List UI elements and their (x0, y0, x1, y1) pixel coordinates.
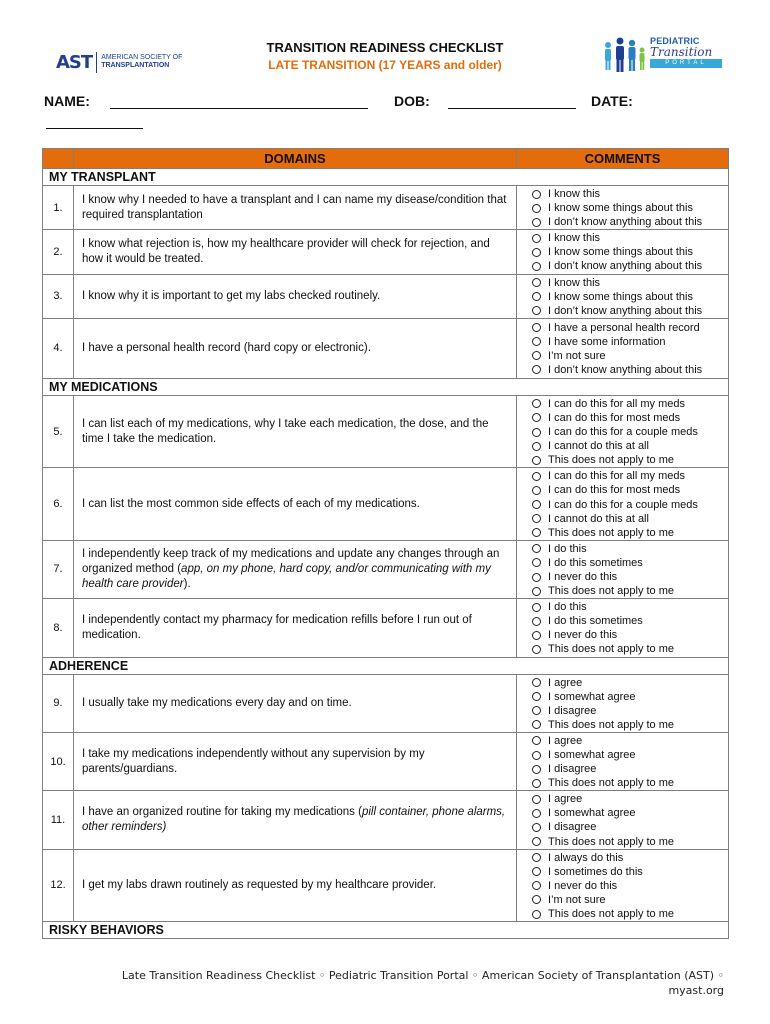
option-choice[interactable] (532, 512, 728, 526)
option-label: I never do this (548, 879, 618, 892)
checklist-item-row (43, 674, 729, 732)
pediatric-portal-logo (600, 36, 724, 76)
option-label: I sometimes do this (548, 865, 643, 878)
item-number: 4. (43, 318, 74, 378)
statement-part: app, on my phone, hard copy, and/or communicating with my health care provider (81, 562, 491, 590)
item-number: 12. (43, 849, 74, 921)
option-choice[interactable] (532, 411, 728, 425)
option-choice[interactable] (532, 734, 728, 748)
checklist-table (42, 148, 729, 939)
portal-logo-text: PEDIATRIC Transition PORTAL (650, 36, 722, 68)
option-label: I agree (548, 676, 583, 689)
item-statement: I know why I needed to have a transplant and I can name my disease/condition that required transplantation (73, 186, 516, 230)
radio-circle-icon[interactable] (532, 472, 541, 481)
item-statement: I can list each of my medications, why I take each medication, the dose, and the time I take the medication. (73, 395, 516, 467)
ast-logo (56, 52, 186, 72)
option-choice[interactable] (532, 628, 728, 642)
item-number: 7. (43, 540, 74, 598)
radio-circle-icon[interactable] (532, 631, 541, 640)
option-choice[interactable] (532, 439, 728, 453)
radio-circle-icon[interactable] (532, 528, 541, 537)
item-options (517, 318, 729, 378)
option-label: I do this sometimes (548, 615, 643, 628)
option-label: I know some things about this (548, 246, 693, 259)
radio-circle-icon[interactable] (532, 486, 541, 495)
table-header-row (43, 149, 729, 169)
radio-circle-icon[interactable] (532, 910, 541, 919)
radio-circle-icon[interactable] (532, 351, 541, 360)
radio-circle-icon[interactable] (532, 292, 541, 301)
option-label: I know this (548, 232, 601, 245)
radio-circle-icon[interactable] (532, 428, 541, 437)
item-options (517, 186, 729, 230)
radio-circle-icon[interactable] (532, 558, 541, 567)
option-label: I do this sometimes (548, 556, 643, 569)
option-label: This does not apply to me (548, 835, 675, 848)
section-row (43, 922, 729, 939)
section-row (43, 169, 729, 186)
radio-circle-icon[interactable] (532, 234, 541, 243)
option-label: I don’t know anything about this (548, 260, 703, 273)
radio-circle-icon[interactable] (532, 823, 541, 832)
option-choice[interactable] (532, 201, 728, 215)
item-statement: I take my medications independently without any supervision by my parents/guardians. (73, 732, 516, 790)
radio-circle-icon[interactable] (532, 837, 541, 846)
radio-circle-icon[interactable] (532, 323, 541, 332)
radio-circle-icon[interactable] (532, 765, 541, 774)
option-label: I always do this (548, 851, 624, 864)
option-choice[interactable] (532, 363, 728, 377)
radio-circle-icon[interactable] (532, 573, 541, 582)
radio-circle-icon[interactable] (532, 204, 541, 213)
checklist-item-row (43, 540, 729, 598)
option-label: I don’t know anything about this (548, 216, 703, 229)
option-label: I don’t know anything about this (548, 304, 703, 317)
item-statement: I get my labs drawn routinely as requested by my healthcare provider. (73, 849, 516, 921)
option-choice[interactable] (532, 469, 728, 483)
radio-circle-icon[interactable] (532, 337, 541, 346)
option-label: I can do this for a couple meds (548, 498, 698, 511)
radio-circle-icon[interactable] (532, 399, 541, 408)
radio-circle-icon[interactable] (532, 617, 541, 626)
checklist-item-row (43, 230, 729, 274)
option-label: I agree (548, 793, 583, 806)
section-title: RISKY BEHAVIORS (43, 922, 729, 939)
option-label: I know this (548, 276, 601, 289)
option-choice[interactable] (532, 276, 728, 290)
item-statement: I can list the most common side effects of each of my medications. (73, 468, 516, 540)
section-title: ADHERENCE (43, 657, 729, 674)
radio-circle-icon[interactable] (532, 736, 541, 745)
option-choice[interactable] (532, 748, 728, 762)
option-choice[interactable] (532, 642, 728, 656)
radio-circle-icon[interactable] (532, 678, 541, 687)
footer-line-1: Late Transition Readiness Checklist ◦ Pediatric Transition Portal ◦ American Society of Transplantation (AST) ◦ (121, 969, 724, 982)
radio-circle-icon[interactable] (532, 706, 541, 715)
radio-circle-icon[interactable] (532, 881, 541, 890)
family-icon (600, 36, 648, 74)
dob-input-line[interactable] (448, 108, 576, 109)
option-label: I cannot do this at all (548, 512, 649, 525)
option-label: I do this (548, 542, 587, 555)
option-choice[interactable] (532, 704, 728, 718)
item-number: 10. (43, 732, 74, 790)
item-options (517, 540, 729, 598)
option-choice[interactable] (532, 851, 728, 865)
option-label: This does not apply to me (548, 585, 675, 598)
option-label: I somewhat agree (548, 807, 636, 820)
item-options (517, 849, 729, 921)
radio-circle-icon[interactable] (532, 365, 541, 374)
option-choice[interactable] (532, 187, 728, 201)
radio-circle-icon[interactable] (532, 262, 541, 271)
checklist-item-row (43, 599, 729, 657)
option-choice[interactable] (532, 245, 728, 259)
option-choice[interactable] (532, 397, 728, 411)
item-options (517, 599, 729, 657)
option-label: I can do this for a couple meds (548, 426, 698, 439)
statement-part: ). (183, 577, 191, 590)
option-label: I’m not sure (548, 349, 606, 362)
item-number: 2. (43, 230, 74, 274)
option-choice[interactable] (532, 584, 728, 598)
radio-circle-icon[interactable] (532, 751, 541, 760)
option-label: I somewhat agree (548, 690, 636, 703)
option-choice[interactable] (532, 776, 728, 790)
option-choice[interactable] (532, 542, 728, 556)
ast-logo-mark: AST (56, 52, 97, 73)
domains-header: DOMAINS (73, 149, 516, 169)
radio-circle-icon[interactable] (532, 442, 541, 451)
option-label: I never do this (548, 629, 618, 642)
option-choice[interactable] (532, 676, 728, 690)
option-label: This does not apply to me (548, 718, 675, 731)
checklist-item-row (43, 468, 729, 540)
item-number: 6. (43, 468, 74, 540)
section-title: MY MEDICATIONS (43, 378, 729, 395)
option-choice[interactable] (532, 321, 728, 335)
statement-part: I independently keep track of my medications and update any changes through an organized method ( (81, 547, 500, 575)
option-choice[interactable] (532, 865, 728, 879)
radio-circle-icon[interactable] (532, 853, 541, 862)
option-choice[interactable] (532, 806, 728, 820)
radio-circle-icon[interactable] (532, 218, 541, 227)
option-choice[interactable] (532, 835, 728, 849)
item-statement: I have a personal health record (hard copy or electronic). (73, 318, 516, 378)
radio-circle-icon[interactable] (532, 306, 541, 315)
footer-line-2: myast.org (668, 984, 724, 997)
option-choice[interactable] (532, 556, 728, 570)
option-label: I agree (548, 734, 583, 747)
option-choice[interactable] (532, 820, 728, 834)
radio-circle-icon[interactable] (532, 779, 541, 788)
radio-circle-icon[interactable] (532, 603, 541, 612)
option-choice[interactable] (532, 718, 728, 732)
name-label: NAME: (44, 93, 90, 109)
option-choice[interactable] (532, 614, 728, 628)
option-choice[interactable] (532, 231, 728, 245)
option-label: I somewhat agree (548, 749, 636, 761)
item-statement (73, 791, 516, 849)
item-number: 1. (43, 186, 74, 230)
page-footer (64, 968, 724, 998)
item-options (517, 674, 729, 732)
item-options (517, 732, 729, 790)
option-choice[interactable] (532, 259, 728, 273)
option-choice[interactable] (532, 879, 728, 893)
option-label: This does not apply to me (548, 777, 675, 790)
option-label: I disagree (548, 704, 597, 717)
item-number: 3. (43, 274, 74, 318)
radio-circle-icon[interactable] (532, 895, 541, 904)
item-statement: I know what rejection is, how my healthcare provider will check for rejection, and how it would be treated. (73, 230, 516, 274)
option-label: I know some things about this (548, 290, 693, 303)
item-options (517, 230, 729, 274)
checklist-item-row (43, 791, 729, 849)
option-label: I can do this for all my meds (548, 470, 685, 483)
checklist-item-row (43, 318, 729, 378)
option-choice[interactable] (532, 290, 728, 304)
radio-circle-icon[interactable] (532, 500, 541, 509)
option-choice[interactable] (532, 907, 728, 921)
section-row (43, 657, 729, 674)
option-label: This does not apply to me (548, 454, 675, 467)
option-choice[interactable] (532, 570, 728, 584)
checklist-item-row (43, 849, 729, 921)
option-label: I do this (548, 601, 587, 614)
option-choice[interactable] (532, 792, 728, 806)
item-statement (73, 540, 516, 598)
page-subtitle: LATE TRANSITION (17 YEARS and older) (268, 58, 502, 72)
checklist-item-row (43, 732, 729, 790)
item-options (517, 468, 729, 540)
radio-circle-icon[interactable] (532, 456, 541, 465)
radio-circle-icon[interactable] (532, 692, 541, 701)
checklist-item-row (43, 186, 729, 230)
radio-circle-icon[interactable] (532, 867, 541, 876)
option-choice[interactable] (532, 893, 728, 907)
item-number: 11. (43, 791, 74, 849)
item-statement: I independently contact my pharmacy for medication refills before I run out of medication. (73, 599, 516, 657)
dob-label: DOB: (394, 93, 430, 109)
option-label: I disagree (548, 763, 597, 776)
option-choice[interactable] (532, 600, 728, 614)
option-label: I know some things about this (548, 202, 693, 215)
option-choice[interactable] (532, 304, 728, 318)
item-options (517, 395, 729, 467)
radio-circle-icon[interactable] (532, 809, 541, 818)
comments-header: COMMENTS (517, 149, 729, 169)
option-label: I don’t know anything about this (548, 363, 703, 376)
item-options (517, 791, 729, 849)
option-label: I cannot do this at all (548, 440, 649, 453)
option-choice[interactable] (532, 526, 728, 540)
statement-part: pill container, phone alarms, other reminders) (81, 805, 506, 833)
option-label: I have some information (548, 335, 666, 348)
radio-circle-icon[interactable] (532, 720, 541, 729)
option-label: This does not apply to me (548, 643, 675, 656)
radio-circle-icon[interactable] (532, 587, 541, 596)
option-label: I’m not sure (548, 893, 606, 906)
item-statement: I know why it is important to get my labs checked routinely. (73, 274, 516, 318)
option-label: This does not apply to me (548, 526, 675, 539)
option-label: I can do this for most meds (548, 484, 681, 497)
option-label: I disagree (548, 821, 597, 834)
name-input-line[interactable] (110, 108, 368, 109)
option-label: I never do this (548, 570, 618, 583)
ast-logo-name: AMERICAN SOCIETY OF TRANSPLANTATION (101, 54, 183, 69)
statement-part: I have an organized routine for taking my medications ( (81, 805, 362, 818)
radio-circle-icon[interactable] (532, 278, 541, 287)
option-choice[interactable] (532, 498, 728, 512)
radio-circle-icon[interactable] (532, 514, 541, 523)
radio-circle-icon[interactable] (532, 645, 541, 654)
section-row (43, 378, 729, 395)
option-label: I can do this for all my meds (548, 397, 685, 410)
item-number: 9. (43, 674, 74, 732)
radio-circle-icon[interactable] (532, 544, 541, 553)
option-choice[interactable] (532, 483, 728, 497)
radio-circle-icon[interactable] (532, 190, 541, 199)
section-title: MY TRANSPLANT (43, 169, 729, 186)
item-number: 8. (43, 599, 74, 657)
option-label: This does not apply to me (548, 908, 675, 921)
date-label: DATE: (591, 93, 633, 109)
item-statement: I usually take my medications every day and on time. (73, 674, 516, 732)
page-title: TRANSITION READINESS CHECKLIST (266, 40, 504, 55)
option-choice[interactable] (532, 690, 728, 704)
checklist-item-row (43, 395, 729, 467)
option-label: I have a personal health record (548, 321, 700, 334)
option-choice[interactable] (532, 425, 728, 439)
item-options (517, 274, 729, 318)
radio-circle-icon[interactable] (532, 413, 541, 422)
radio-circle-icon[interactable] (532, 795, 541, 804)
option-choice[interactable] (532, 453, 728, 467)
option-choice[interactable] (532, 762, 728, 776)
option-label: I know this (548, 188, 601, 200)
option-choice[interactable] (532, 349, 728, 363)
option-choice[interactable] (532, 215, 728, 229)
date-input-line[interactable] (46, 128, 143, 129)
item-number: 5. (43, 395, 74, 467)
radio-circle-icon[interactable] (532, 248, 541, 257)
option-choice[interactable] (532, 335, 728, 349)
checklist-item-row (43, 274, 729, 318)
option-label: I can do this for most meds (548, 411, 681, 424)
